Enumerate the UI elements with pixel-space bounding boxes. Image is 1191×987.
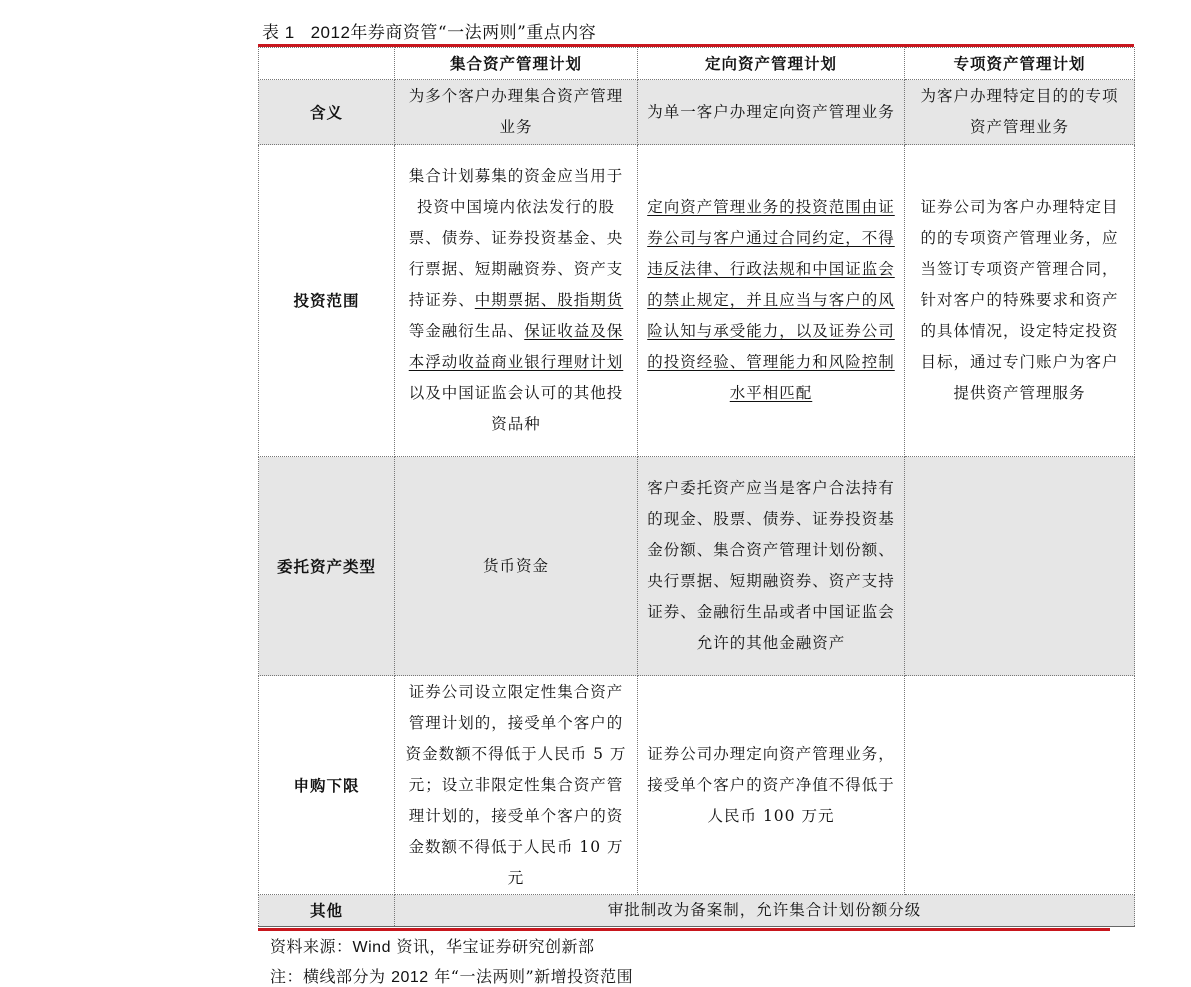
header-collective-plan: 集合资产管理计划 (395, 48, 638, 80)
table-row (259, 145, 1135, 457)
note-prefix: 注：横线部分为 (270, 967, 392, 986)
table-row (259, 676, 1135, 895)
source-wind: Wind (352, 939, 391, 956)
caption-year: 2012 (310, 23, 351, 42)
scope-collective-text-mid: 等金融衍生品、 (408, 322, 525, 340)
cell-meaning-targeted: 为单一客户办理定向资产管理业务 (638, 80, 905, 145)
table-row (259, 457, 1135, 676)
source-rest: 资讯，华宝证券研究创新部 (390, 937, 595, 956)
header-corner (259, 48, 395, 80)
table-row (259, 895, 1135, 927)
note-year: 2012 (391, 969, 429, 986)
caption-text: 年券商资管“一法两则”重点内容 (350, 23, 597, 43)
cell-meaning-special: 为客户办理特定目的的专项资产管理业务 (905, 80, 1135, 145)
header-row (259, 48, 1135, 80)
scope-collective-text-post: 以及中国证监会认可的其他投资品种 (408, 384, 624, 433)
scope-collective-underlined-2: 保证收益及保本浮动收益商业银行理财计划 (408, 322, 624, 371)
row-label-minimum-subscription: 申购下限 (259, 676, 395, 895)
cell-minimum-special (905, 676, 1135, 895)
scope-targeted-underlined: 定向资产管理业务的投资范围由证券公司与客户通过合同约定，不得违反法律、行政法规和中国证监会的禁止规定，并且应当与客户的风险认知与承受能力，以及证券公司的投资经验、管理能力和风险控制水平相匹配 (647, 198, 895, 402)
header-targeted-plan: 定向资产管理计划 (638, 48, 905, 80)
header-special-plan: 专项资产管理计划 (905, 48, 1135, 80)
row-label-asset-type: 委托资产类型 (259, 457, 395, 676)
cell-scope-targeted (638, 145, 905, 457)
row-label-other: 其他 (259, 895, 395, 927)
cell-asset-type-targeted: 客户委托资产应当是客户合法持有的现金、股票、债券、证券投资基金份额、集合资产管理计划份额、央行票据、短期融资券、资产支持证券、金融衍生品或者中国证监会允许的其他金融资产 (638, 457, 905, 676)
scope-collective-text: 集合计划募集的资金应当用于投资中国境内依法发行的股票、债券、证券投资基金、央行票据、短期融资券、资产支持证券、 (408, 167, 624, 309)
table-row (259, 80, 1135, 145)
table-caption (262, 18, 596, 43)
note-rest: 年“一法两则”新增投资范围 (428, 967, 634, 986)
cell-other-merged: 审批制改为备案制，允许集合计划份额分级 (395, 895, 1135, 927)
caption-label: 表 1 (262, 23, 295, 42)
footnote (270, 964, 633, 987)
cell-minimum-targeted: 证券公司办理定向资产管理业务，接受单个客户的资产净值不得低于人民币 100 万元 (638, 676, 905, 895)
cell-asset-type-collective: 货币资金 (395, 457, 638, 676)
source-prefix: 资料来源： (270, 937, 353, 956)
cell-asset-type-special (905, 457, 1135, 676)
scope-collective-underlined-1: 中期票据、股指期货 (474, 291, 624, 309)
cell-meaning-collective: 为多个客户办理集合资产管理业务 (395, 80, 638, 145)
source-note (270, 934, 595, 957)
bottom-red-rule (258, 928, 1110, 931)
row-label-meaning: 含义 (259, 80, 395, 145)
cell-minimum-collective: 证券公司设立限定性集合资产管理计划的，接受单个客户的资金数额不得低于人民币 5 万元；设立非限定性集合资产管理计划的，接受单个客户的资金数额不得低于人民币 10 万元 (395, 676, 638, 895)
comparison-table (258, 47, 1135, 927)
row-label-investment-scope: 投资范围 (259, 145, 395, 457)
cell-scope-collective (395, 145, 638, 457)
cell-scope-special: 证券公司为客户办理特定目的的专项资产管理业务，应当签订专项资产管理合同，针对客户的特殊要求和资产的具体情况，设定特定投资目标，通过专门账户为客户提供资产管理服务 (905, 145, 1135, 457)
